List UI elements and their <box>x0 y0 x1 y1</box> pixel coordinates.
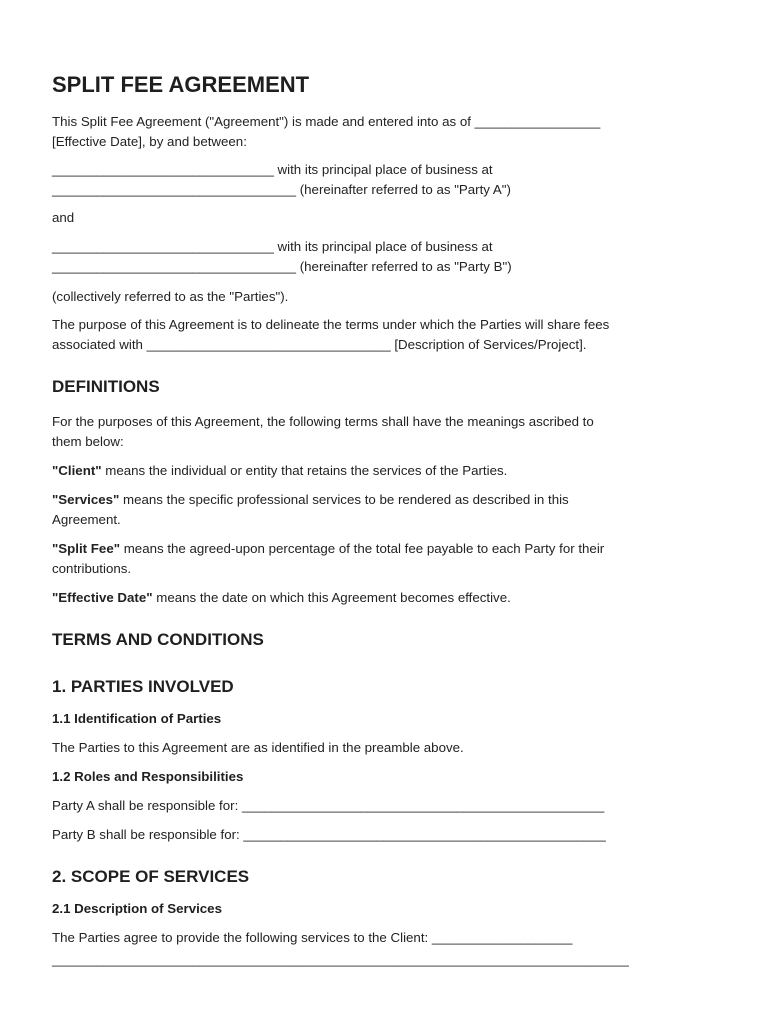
definition-client-text: means the individual or entity that retains the services of the Parties. <box>101 463 508 478</box>
section-1-1-text: The Parties to this Agreement are as identified in the preamble above. <box>52 740 464 755</box>
section-2-1-text: The Parties agree to provide the following services to the Client: ___________________ <box>52 930 573 945</box>
definition-split-fee-line-2: contributions. <box>52 561 132 576</box>
definition-services-line-2: Agreement. <box>52 512 121 527</box>
party-b-line-1: ______________________________ with its principal place of business at <box>52 239 493 254</box>
party-a-line-2: _________________________________ (hereinafter referred to as "Party A") <box>52 182 511 197</box>
intro-line-2: [Effective Date], by and between: <box>52 134 247 149</box>
definition-client-term: "Client" <box>52 463 102 478</box>
party-b-responsibility: Party B shall be responsible for: _________________________________________________ <box>52 827 606 842</box>
section-2-1-line-2: ______________________________________________________________________________ <box>52 952 629 967</box>
document-title: SPLIT FEE AGREEMENT <box>52 72 310 97</box>
definition-effective-date-term: "Effective Date" <box>52 590 153 605</box>
and-text: and <box>52 210 75 225</box>
intro-line-1: This Split Fee Agreement ("Agreement") is made and entered into as of _________________ <box>52 114 601 129</box>
definition-services-text: means the specific professional services to be rendered as described in this <box>119 492 569 507</box>
definitions-heading: DEFINITIONS <box>52 377 160 396</box>
definition-services <box>52 490 569 510</box>
collectively-text: (collectively referred to as the "Parties"). <box>52 289 289 304</box>
party-a-line-1: ______________________________ with its principal place of business at <box>52 162 493 177</box>
definition-split-fee-text: means the agreed-upon percentage of the total fee payable to each Party for their <box>120 541 605 556</box>
purpose-line-1: The purpose of this Agreement is to delineate the terms under which the Parties will share fees <box>52 317 610 332</box>
section-2-1-heading: 2.1 Description of Services <box>52 901 222 916</box>
definitions-intro-line-2: them below: <box>52 434 124 449</box>
section-1-1-heading: 1.1 Identification of Parties <box>52 711 222 726</box>
party-b-line-2: _________________________________ (hereinafter referred to as "Party B") <box>52 259 512 274</box>
section-2-heading: 2. SCOPE OF SERVICES <box>52 867 250 886</box>
definitions-intro-line-1: For the purposes of this Agreement, the following terms shall have the meanings ascribed to <box>52 414 594 429</box>
section-1-2-heading: 1.2 Roles and Responsibilities <box>52 769 244 784</box>
definition-client <box>52 461 507 481</box>
party-a-responsibility: Party A shall be responsible for: _________________________________________________ <box>52 798 605 813</box>
definition-split-fee <box>52 539 604 559</box>
purpose-line-2: associated with _________________________________ [Description of Services/Project]. <box>52 337 587 352</box>
section-1-heading: 1. PARTIES INVOLVED <box>52 677 234 696</box>
definition-effective-date <box>52 588 511 608</box>
definition-split-fee-term: "Split Fee" <box>52 541 121 556</box>
definition-services-term: "Services" <box>52 492 120 507</box>
terms-heading: TERMS AND CONDITIONS <box>52 630 264 649</box>
definition-effective-date-text: means the date on which this Agreement becomes effective. <box>152 590 511 605</box>
